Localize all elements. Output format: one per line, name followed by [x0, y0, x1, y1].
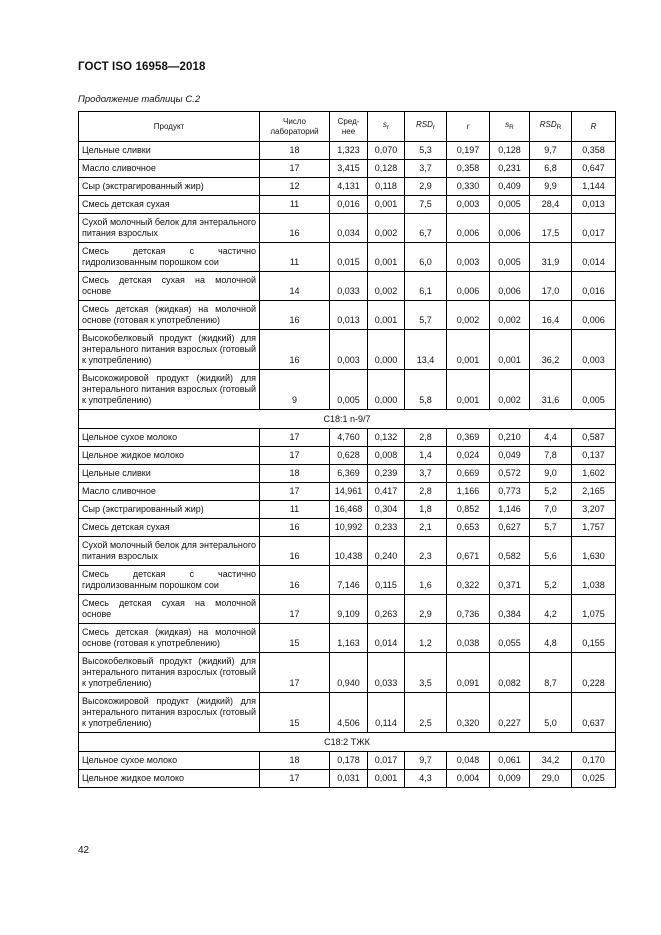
value-cell: 17	[260, 160, 330, 178]
table-header-row	[79, 112, 616, 142]
value-cell: 6,369	[330, 465, 368, 483]
value-cell: 11	[260, 196, 330, 214]
product-cell: Смесь детская сухая на молочной основе	[79, 272, 260, 301]
header-labs: Число лабораторий	[260, 112, 330, 142]
value-cell: 0,409	[490, 178, 530, 196]
value-cell: 0,371	[490, 566, 530, 595]
value-cell: 2,165	[572, 483, 616, 501]
value-cell: 0,304	[368, 501, 405, 519]
value-cell: 15	[260, 693, 330, 733]
value-cell: 1,163	[330, 624, 368, 653]
value-cell: 0,003	[447, 196, 490, 214]
value-cell: 0,034	[330, 214, 368, 243]
table-row	[79, 160, 616, 178]
value-cell: 0,001	[368, 301, 405, 330]
value-cell: 0,330	[447, 178, 490, 196]
table-row	[79, 770, 616, 788]
value-cell: 0,170	[572, 752, 616, 770]
value-cell: 0,005	[572, 370, 616, 410]
value-cell: 0,002	[368, 214, 405, 243]
value-cell: 16	[260, 537, 330, 566]
value-cell: 17	[260, 429, 330, 447]
value-cell: 2,8	[405, 429, 447, 447]
table-body	[79, 142, 616, 788]
value-cell: 1,2	[405, 624, 447, 653]
table-row	[79, 330, 616, 370]
value-cell: 0,002	[368, 272, 405, 301]
value-cell: 0,014	[572, 243, 616, 272]
table-row	[79, 624, 616, 653]
table-row	[79, 178, 616, 196]
value-cell: 0,003	[330, 330, 368, 370]
value-cell: 0,003	[572, 330, 616, 370]
value-cell: 8,7	[530, 653, 572, 693]
value-cell: 3,207	[572, 501, 616, 519]
product-cell: Смесь детская сухая	[79, 519, 260, 537]
value-cell: 5,3	[405, 142, 447, 160]
value-cell: 1,8	[405, 501, 447, 519]
value-cell: 0,587	[572, 429, 616, 447]
value-cell: 1,166	[447, 483, 490, 501]
value-cell: 6,0	[405, 243, 447, 272]
product-cell: Масло сливочное	[79, 483, 260, 501]
value-cell: 0,004	[447, 770, 490, 788]
product-cell: Смесь детская с частично гидролизованным порошком сои	[79, 243, 260, 272]
value-cell: 0,228	[572, 653, 616, 693]
value-cell: 16	[260, 301, 330, 330]
value-cell: 0,006	[490, 272, 530, 301]
value-cell: 6,8	[530, 160, 572, 178]
value-cell: 14,961	[330, 483, 368, 501]
table-row	[79, 501, 616, 519]
table-row	[79, 243, 616, 272]
table-row	[79, 447, 616, 465]
product-cell: Высокожировой продукт (жидкий) для энтерального питания взрослых (готовый к употреблению)	[79, 370, 260, 410]
value-cell: 0,006	[447, 272, 490, 301]
header-r: r	[447, 112, 490, 142]
table-row	[79, 752, 616, 770]
value-cell: 31,9	[530, 243, 572, 272]
value-cell: 0,014	[368, 624, 405, 653]
value-cell: 0,358	[447, 160, 490, 178]
value-cell: 1,038	[572, 566, 616, 595]
value-cell: 9,109	[330, 595, 368, 624]
value-cell: 1,630	[572, 537, 616, 566]
value-cell: 4,131	[330, 178, 368, 196]
value-cell: 0,369	[447, 429, 490, 447]
product-cell: Цельные сливки	[79, 142, 260, 160]
value-cell: 0,231	[490, 160, 530, 178]
table-row	[79, 142, 616, 160]
header-rsdr: $RSD_r$	[405, 112, 447, 142]
value-cell: 12	[260, 178, 330, 196]
value-cell: 17	[260, 483, 330, 501]
value-cell: 1,757	[572, 519, 616, 537]
value-cell: 0,118	[368, 178, 405, 196]
value-cell: 0,128	[368, 160, 405, 178]
value-cell: 0,006	[490, 214, 530, 243]
product-cell: Цельные сливки	[79, 465, 260, 483]
table-row	[79, 693, 616, 733]
value-cell: 0,178	[330, 752, 368, 770]
product-cell: Сыр (экстрагированный жир)	[79, 501, 260, 519]
value-cell: 2,9	[405, 595, 447, 624]
product-cell: Цельное сухое молоко	[79, 752, 260, 770]
value-cell: 0,627	[490, 519, 530, 537]
value-cell: 5,0	[530, 693, 572, 733]
product-cell: Сухой молочный белок для энтерального питания взрослых	[79, 537, 260, 566]
value-cell: 1,146	[490, 501, 530, 519]
value-cell: 29,0	[530, 770, 572, 788]
value-cell: 16	[260, 566, 330, 595]
table-row	[79, 301, 616, 330]
value-cell: 0,016	[330, 196, 368, 214]
value-cell: 0,001	[447, 370, 490, 410]
value-cell: 18	[260, 465, 330, 483]
product-cell: Высокобелковый продукт (жидкий) для энтерального питания взрослых (готовый к употреблению)	[79, 330, 260, 370]
product-cell: Смесь детская с частично гидролизованным порошком сои	[79, 566, 260, 595]
value-cell: 0,025	[572, 770, 616, 788]
value-cell: 9,7	[530, 142, 572, 160]
value-cell: 0,031	[330, 770, 368, 788]
header-mean: Сред-нее	[330, 112, 368, 142]
value-cell: 0,647	[572, 160, 616, 178]
value-cell: 0,582	[490, 537, 530, 566]
value-cell: 0,017	[368, 752, 405, 770]
value-cell: 5,6	[530, 537, 572, 566]
value-cell: 0,736	[447, 595, 490, 624]
page-number: 42	[78, 845, 90, 856]
value-cell: 0,001	[368, 243, 405, 272]
value-cell: 2,8	[405, 483, 447, 501]
value-cell: 1,4	[405, 447, 447, 465]
value-cell: 1,602	[572, 465, 616, 483]
value-cell: 0,210	[490, 429, 530, 447]
value-cell: 7,0	[530, 501, 572, 519]
value-cell: 0,006	[447, 214, 490, 243]
value-cell: 0,653	[447, 519, 490, 537]
value-cell: 0,358	[572, 142, 616, 160]
value-cell: 0,009	[490, 770, 530, 788]
value-cell: 0,024	[447, 447, 490, 465]
value-cell: 0,033	[330, 272, 368, 301]
value-cell: 5,7	[530, 519, 572, 537]
value-cell: 7,8	[530, 447, 572, 465]
value-cell: 0,013	[572, 196, 616, 214]
value-cell: 16	[260, 214, 330, 243]
value-cell: 2,5	[405, 693, 447, 733]
value-cell: 0,671	[447, 537, 490, 566]
product-cell: Цельное жидкое молоко	[79, 770, 260, 788]
value-cell: 0,669	[447, 465, 490, 483]
value-cell: 31,6	[530, 370, 572, 410]
value-cell: 11	[260, 501, 330, 519]
value-cell: 0,061	[490, 752, 530, 770]
document-title: ГОСТ ISO 16958—2018	[78, 61, 206, 73]
header-sR: $s_R$	[490, 112, 530, 142]
section-title: С18:1 n-9/7	[79, 410, 616, 429]
header-product: Продукт	[79, 112, 260, 142]
value-cell: 0,005	[490, 196, 530, 214]
table-caption: Продолжение таблицы С.2	[78, 94, 201, 105]
value-cell: 0,001	[368, 770, 405, 788]
table-row	[79, 196, 616, 214]
value-cell: 3,415	[330, 160, 368, 178]
table-row	[79, 429, 616, 447]
value-cell: 9,7	[405, 752, 447, 770]
value-cell: 4,760	[330, 429, 368, 447]
value-cell: 36,2	[530, 330, 572, 370]
value-cell: 0,070	[368, 142, 405, 160]
value-cell: 0,002	[447, 301, 490, 330]
value-cell: 5,2	[530, 483, 572, 501]
header-R: R	[572, 112, 616, 142]
value-cell: 0,852	[447, 501, 490, 519]
value-cell: 3,7	[405, 160, 447, 178]
value-cell: 18	[260, 752, 330, 770]
value-cell: 0,001	[368, 196, 405, 214]
value-cell: 0,240	[368, 537, 405, 566]
value-cell: 0,016	[572, 272, 616, 301]
value-cell: 7,5	[405, 196, 447, 214]
value-cell: 0,628	[330, 447, 368, 465]
table-row	[79, 595, 616, 624]
value-cell: 17	[260, 447, 330, 465]
header-rsdR: $RSD_R$	[530, 112, 572, 142]
value-cell: 4,2	[530, 595, 572, 624]
table-row	[79, 272, 616, 301]
value-cell: 7,146	[330, 566, 368, 595]
value-cell: 16,4	[530, 301, 572, 330]
value-cell: 0,003	[447, 243, 490, 272]
value-cell: 0,005	[330, 370, 368, 410]
value-cell: 0,637	[572, 693, 616, 733]
value-cell: 0,322	[447, 566, 490, 595]
value-cell: 17	[260, 653, 330, 693]
value-cell: 1,323	[330, 142, 368, 160]
value-cell: 0,197	[447, 142, 490, 160]
value-cell: 17	[260, 595, 330, 624]
value-cell: 5,8	[405, 370, 447, 410]
value-cell: 4,506	[330, 693, 368, 733]
value-cell: 9	[260, 370, 330, 410]
value-cell: 0,015	[330, 243, 368, 272]
value-cell: 0,417	[368, 483, 405, 501]
value-cell: 0,008	[368, 447, 405, 465]
data-table	[78, 111, 616, 788]
product-cell: Цельное жидкое молоко	[79, 447, 260, 465]
value-cell: 11	[260, 243, 330, 272]
value-cell: 0,132	[368, 429, 405, 447]
table-row	[79, 370, 616, 410]
value-cell: 0,239	[368, 465, 405, 483]
value-cell: 6,7	[405, 214, 447, 243]
value-cell: 0,114	[368, 693, 405, 733]
value-cell: 0,155	[572, 624, 616, 653]
value-cell: 18	[260, 142, 330, 160]
value-cell: 13,4	[405, 330, 447, 370]
value-cell: 1,6	[405, 566, 447, 595]
section-title: С18:2 ТЖК	[79, 733, 616, 752]
product-cell: Сухой молочный белок для энтерального питания взрослых	[79, 214, 260, 243]
value-cell: 0,082	[490, 653, 530, 693]
value-cell: 28,4	[530, 196, 572, 214]
value-cell: 0,233	[368, 519, 405, 537]
value-cell: 4,8	[530, 624, 572, 653]
table-row	[79, 483, 616, 501]
value-cell: 0,001	[490, 330, 530, 370]
product-cell: Смесь детская сухая	[79, 196, 260, 214]
value-cell: 17,5	[530, 214, 572, 243]
table-row	[79, 519, 616, 537]
value-cell: 0,263	[368, 595, 405, 624]
value-cell: 1,144	[572, 178, 616, 196]
value-cell: 0,091	[447, 653, 490, 693]
table-row	[79, 465, 616, 483]
value-cell: 0,049	[490, 447, 530, 465]
value-cell: 2,3	[405, 537, 447, 566]
value-cell: 15	[260, 624, 330, 653]
value-cell: 10,992	[330, 519, 368, 537]
value-cell: 16	[260, 330, 330, 370]
section-row	[79, 733, 616, 752]
value-cell: 0,773	[490, 483, 530, 501]
value-cell: 0,572	[490, 465, 530, 483]
value-cell: 0,017	[572, 214, 616, 243]
value-cell: 0,384	[490, 595, 530, 624]
value-cell: 34,2	[530, 752, 572, 770]
value-cell: 0,115	[368, 566, 405, 595]
table-row	[79, 537, 616, 566]
value-cell: 5,2	[530, 566, 572, 595]
product-cell: Высокожировой продукт (жидкий) для энтерального питания взрослых (готовый к употреблению)	[79, 693, 260, 733]
value-cell: 9,0	[530, 465, 572, 483]
product-cell: Высокобелковый продукт (жидкий) для энтерального питания взрослых (готовый к употреблению)	[79, 653, 260, 693]
value-cell: 0,006	[572, 301, 616, 330]
value-cell: 0,002	[490, 301, 530, 330]
value-cell: 0,013	[330, 301, 368, 330]
value-cell: 0,000	[368, 330, 405, 370]
value-cell: 17	[260, 770, 330, 788]
value-cell: 9,9	[530, 178, 572, 196]
value-cell: 17,0	[530, 272, 572, 301]
value-cell: 0,005	[490, 243, 530, 272]
header-sr: $s_r$	[368, 112, 405, 142]
value-cell: 0,137	[572, 447, 616, 465]
value-cell: 0,048	[447, 752, 490, 770]
value-cell: 4,4	[530, 429, 572, 447]
product-cell: Масло сливочное	[79, 160, 260, 178]
value-cell: 10,438	[330, 537, 368, 566]
value-cell: 14	[260, 272, 330, 301]
value-cell: 0,320	[447, 693, 490, 733]
value-cell: 3,7	[405, 465, 447, 483]
value-cell: 6,1	[405, 272, 447, 301]
value-cell: 16,468	[330, 501, 368, 519]
product-cell: Смесь детская сухая на молочной основе	[79, 595, 260, 624]
section-row	[79, 410, 616, 429]
value-cell: 2,1	[405, 519, 447, 537]
value-cell: 1,075	[572, 595, 616, 624]
product-cell: Сыр (экстрагированный жир)	[79, 178, 260, 196]
table-row	[79, 214, 616, 243]
value-cell: 0,001	[447, 330, 490, 370]
value-cell: 5,7	[405, 301, 447, 330]
value-cell: 0,940	[330, 653, 368, 693]
value-cell: 16	[260, 519, 330, 537]
value-cell: 0,227	[490, 693, 530, 733]
value-cell: 0,002	[490, 370, 530, 410]
value-cell: 0,038	[447, 624, 490, 653]
value-cell: 4,3	[405, 770, 447, 788]
value-cell: 0,033	[368, 653, 405, 693]
product-cell: Цельное сухое молоко	[79, 429, 260, 447]
product-cell: Смесь детская (жидкая) на молочной основе (готовая к употреблению)	[79, 301, 260, 330]
value-cell: 0,055	[490, 624, 530, 653]
value-cell: 2,9	[405, 178, 447, 196]
table-row	[79, 653, 616, 693]
product-cell: Смесь детская (жидкая) на молочной основе (готовая к употреблению)	[79, 624, 260, 653]
table-row	[79, 566, 616, 595]
value-cell: 0,000	[368, 370, 405, 410]
value-cell: 3,5	[405, 653, 447, 693]
value-cell: 0,128	[490, 142, 530, 160]
